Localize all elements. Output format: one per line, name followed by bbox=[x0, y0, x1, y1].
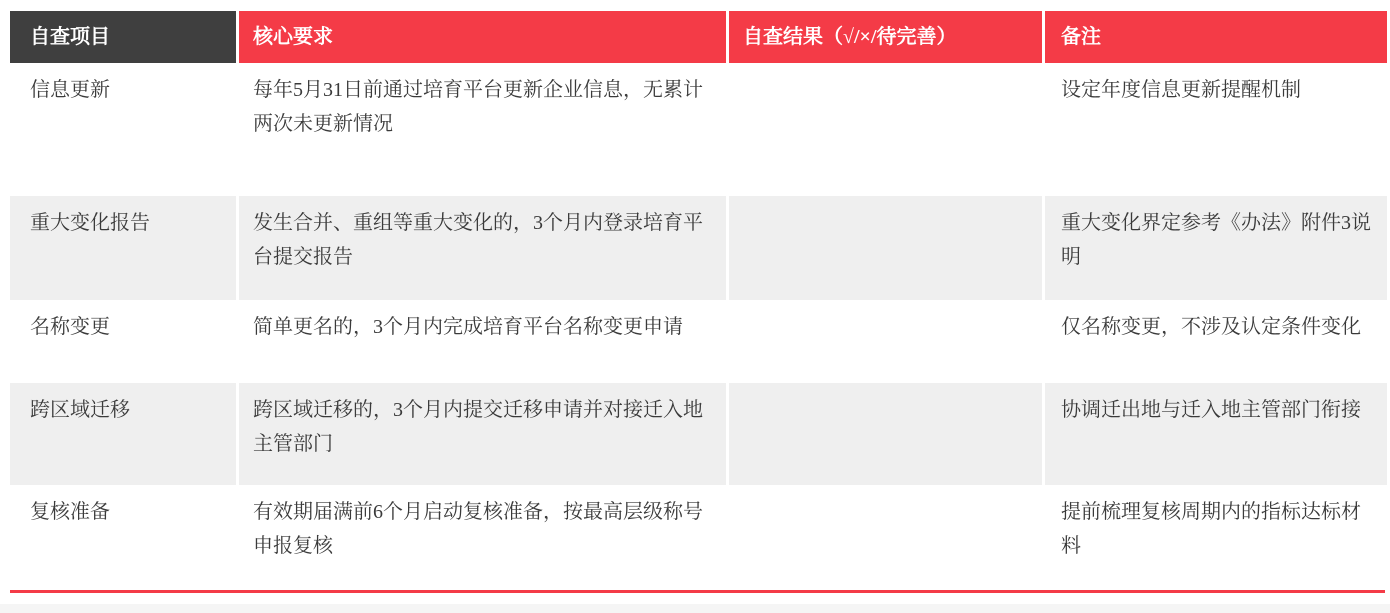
header-cell-item: 自查项目 bbox=[10, 11, 236, 63]
row-result bbox=[729, 196, 1042, 300]
row-remark: 设定年度信息更新提醒机制 bbox=[1045, 63, 1387, 196]
header-cell-result: 自查结果（√/×/待完善） bbox=[729, 11, 1042, 63]
row-requirement: 跨区域迁移的，3个月内提交迁移申请并对接迁入地主管部门 bbox=[239, 383, 726, 485]
row-item-label: 名称变更 bbox=[10, 300, 236, 383]
page bbox=[0, 11, 1390, 613]
table-header-row bbox=[10, 11, 1387, 63]
row-remark: 提前梳理复核周期内的指标达标材料 bbox=[1045, 485, 1387, 590]
row-requirement: 每年5月31日前通过培育平台更新企业信息，无累计两次未更新情况 bbox=[239, 63, 726, 196]
bottom-accent-line bbox=[10, 590, 1385, 593]
header-cell-requirement: 核心要求 bbox=[239, 11, 726, 63]
row-item-label: 跨区域迁移 bbox=[10, 383, 236, 485]
footer-strip bbox=[0, 604, 1390, 613]
row-remark: 协调迁出地与迁入地主管部门衔接 bbox=[1045, 383, 1387, 485]
row-item-label: 重大变化报告 bbox=[10, 196, 236, 300]
row-result bbox=[729, 485, 1042, 590]
table-row bbox=[10, 485, 1387, 590]
self-check-table bbox=[10, 11, 1387, 590]
row-requirement: 有效期届满前6个月启动复核准备，按最高层级称号申报复核 bbox=[239, 485, 726, 590]
row-remark: 重大变化界定参考《办法》附件3说明 bbox=[1045, 196, 1387, 300]
table-row bbox=[10, 63, 1387, 196]
row-requirement: 简单更名的，3个月内完成培育平台名称变更申请 bbox=[239, 300, 726, 383]
row-remark: 仅名称变更，不涉及认定条件变化 bbox=[1045, 300, 1387, 383]
table-row bbox=[10, 300, 1387, 383]
row-item-label: 信息更新 bbox=[10, 63, 236, 196]
row-result bbox=[729, 383, 1042, 485]
table-row bbox=[10, 196, 1387, 300]
header-cell-remark: 备注 bbox=[1045, 11, 1387, 63]
row-result bbox=[729, 300, 1042, 383]
table-row bbox=[10, 383, 1387, 485]
row-item-label: 复核准备 bbox=[10, 485, 236, 590]
row-requirement: 发生合并、重组等重大变化的，3个月内登录培育平台提交报告 bbox=[239, 196, 726, 300]
row-result bbox=[729, 63, 1042, 196]
